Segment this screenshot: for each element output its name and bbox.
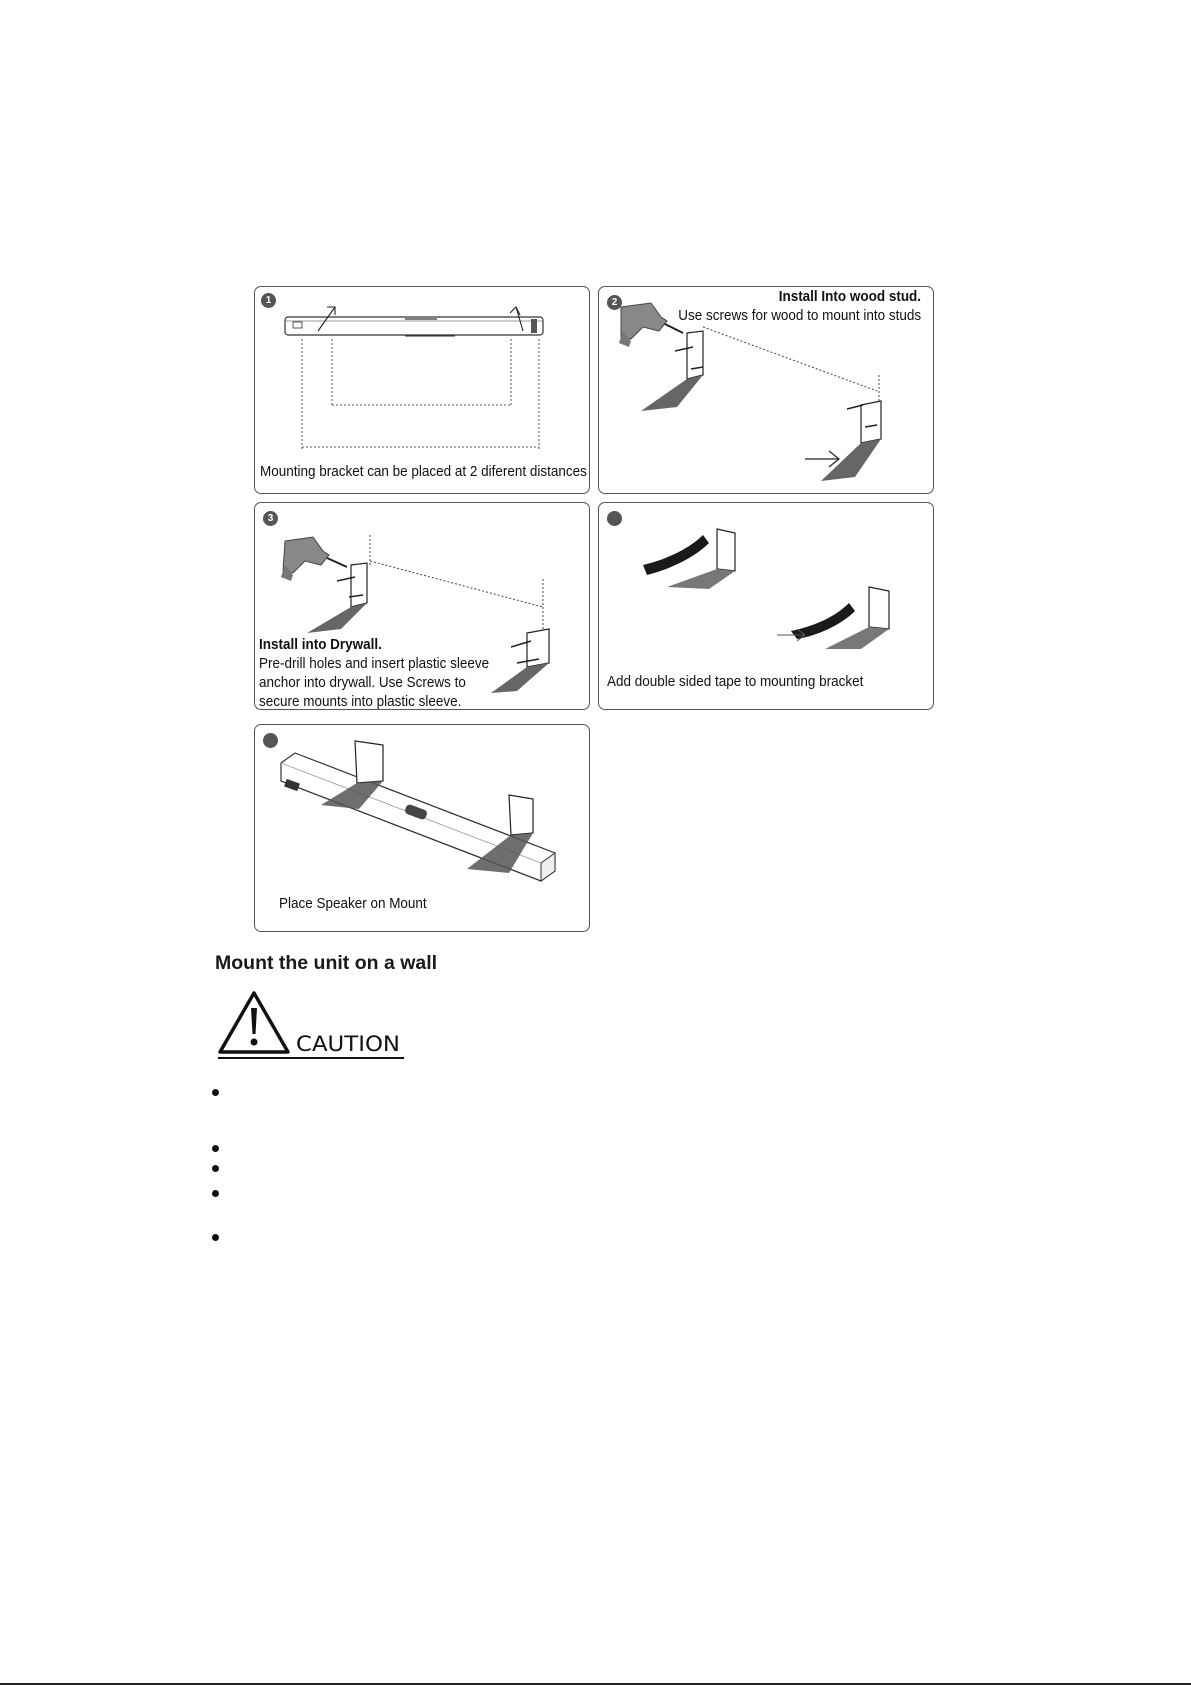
step-3-line-3: secure mounts into plastic sleeve. bbox=[259, 694, 462, 710]
step-4-badge bbox=[607, 511, 622, 526]
step-5-panel bbox=[254, 724, 590, 932]
step-1-badge: 1 bbox=[261, 293, 276, 308]
step-3-title: Install into Drywall. bbox=[259, 637, 382, 653]
step-3-badge: 3 bbox=[263, 511, 278, 526]
step-4-panel bbox=[598, 502, 934, 710]
warning-triangle-icon bbox=[218, 990, 408, 1060]
step-3-panel bbox=[254, 502, 590, 710]
bullet-1 bbox=[212, 1089, 219, 1096]
step-1-caption: Mounting bracket can be placed at 2 diferent distances bbox=[260, 464, 587, 480]
caution-label: CAUTION bbox=[296, 1032, 400, 1056]
tape-strip-icon bbox=[791, 603, 855, 639]
step-2-panel bbox=[598, 286, 934, 494]
bullet-3 bbox=[212, 1165, 219, 1172]
bullet-5 bbox=[212, 1234, 219, 1241]
drill-icon bbox=[281, 537, 347, 581]
step-1-panel bbox=[254, 286, 590, 494]
step-2-badge: 2 bbox=[607, 295, 622, 310]
caution-block bbox=[218, 990, 408, 1060]
step-5-caption: Place Speaker on Mount bbox=[279, 896, 427, 912]
step-2-title: Install Into wood stud. bbox=[778, 289, 921, 305]
step-3-line-2: anchor into drywall. Use Screws to bbox=[259, 675, 466, 691]
step-3-line-1: Pre-drill holes and insert plastic sleeve bbox=[259, 656, 490, 672]
drill-icon bbox=[619, 303, 683, 347]
step-5-badge bbox=[263, 733, 278, 748]
bullet-4 bbox=[212, 1190, 219, 1197]
step-4-caption: Add double sided tape to mounting bracket bbox=[607, 674, 864, 690]
step-2-caption: Use screws for wood to mount into studs bbox=[678, 308, 921, 324]
section-heading: Mount the unit on a wall bbox=[215, 952, 438, 974]
bullet-2 bbox=[212, 1145, 219, 1152]
tape-strip-icon bbox=[643, 535, 709, 575]
